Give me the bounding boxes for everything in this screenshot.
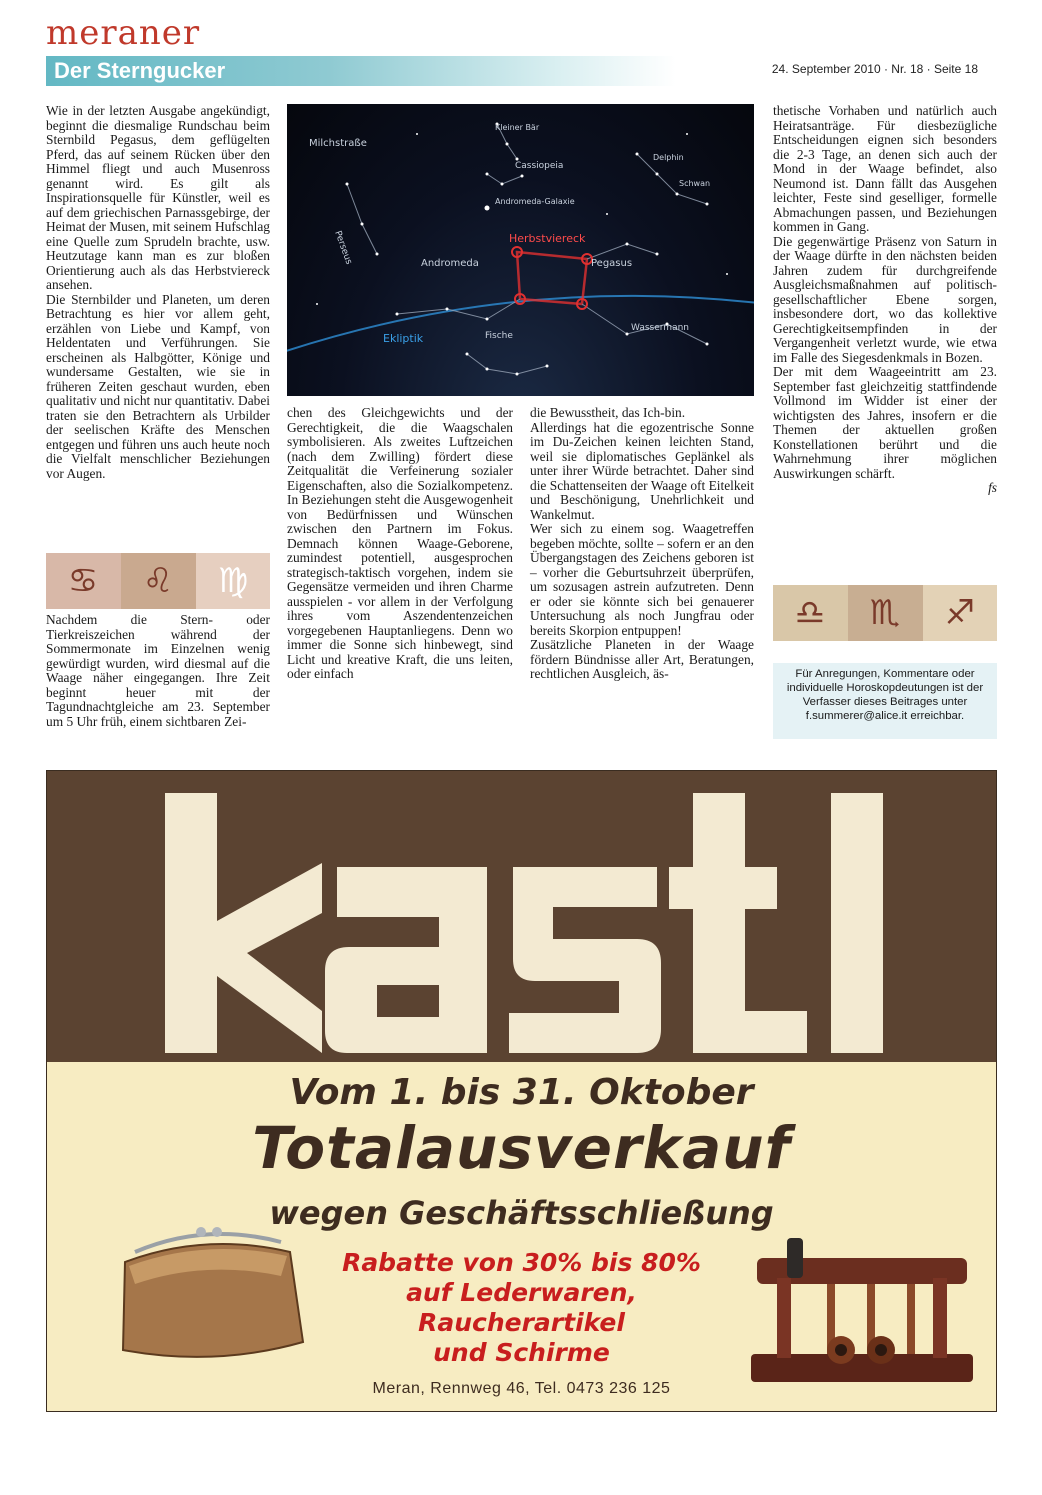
sky-label: Herbstviereck [509,232,586,245]
sagittarius-icon: ♐ [944,593,976,633]
paragraph: Die gegenwärtige Präsenz von Saturn in der Waage dürfte in den nächsten beiden Jahren zudem für durchgreifende Ausgleichsmaßnahmen auf politisch-gesellschaftlicher Ebene sorgen, insbesondere dort, wo das kollektive Gerechtigkeitsempfinden in der Vergangenheit verletzt wurde, wie etwa im Falle des Siegesdenkmals in Bozen. [773,233,997,365]
promo-line: und Schirme [433,1338,610,1367]
article-column-2 [287,406,513,682]
sky-label: Pegasus [591,258,633,269]
sky-label: Kleiner Bär [495,123,540,132]
star-map-image [287,104,754,396]
contact-text: Für Anregungen, Kommentare oder individuelle Horoskopdeutungen ist der Verfasser dieses Beitrages unter f.summerer@alice.it erreichbar. [786,668,984,722]
sky-label: Perseus [332,229,354,266]
promo-line: Rabatte von 30% bis 80% [342,1248,701,1277]
paragraph: Nachdem die Stern- oder Tierkreiszeichen während der Sommermonate im Einzelnen wenig gewürdigt wurden, wird diesmal auf die Waage näher eingegangen. Ihre Zeit beginnt heuer mit der Tagundnachtgleiche am 23. September um 5 Uhr früh, einem sichtbaren Zei- [46,612,270,729]
leo-icon: ♌ [142,561,174,601]
kastl-advertisement[interactable] [46,770,997,1412]
ad-offer-panel [47,1062,996,1411]
author-contact-box [773,663,997,739]
newspaper-logo: meraner [46,13,201,53]
brand-name: kastl [47,771,49,772]
paragraph: Wie in der letzten Ausgabe angekündigt, beginnt die diesmalige Rundschau beim Sternbild Pegasus, dem geflügelten Pferd, das auf seinem Rücken über den Himmel fliegt und auch Musenross genannt wird. Es gilt als Inspirationsquelle für Künstler, weil es auf dem griechischen Parnassgebirge, der Heimat der Musen, mit seinem Hufschlag eine Quelle zum Sprudeln brachte, usw. Heutzutage kann man es zur bloßen Orientierung auch als das Herbstviereck ansehen. [46,103,270,292]
scorpio-icon: ♏ [869,593,901,633]
ad-period: Vom 1. bis 31. Oktober [289,1072,754,1113]
virgo-icon: ♍ [217,561,249,601]
author-signature: fs [988,480,997,495]
article-column-1-continued [46,613,270,729]
paragraph: chen des Gleichgewichts und der Gerechtigkeit, die die Waagschalen symbolisieren. Als zweites Luftzeichen (nach dem Zwilling) fördert diese Zeitqualität die Verfeinerung sozialer Eigenschaften, also die Sozialkompetenz. In Beziehungen steht die Ausgewogenheit von Bedürfnissen und Wünschen zwischen den Partnern im Fokus. Demnach können Waage-Geborene, zumindest potentiell, ausgesprochen strategisch-taktisch vorgehen, indem sie Gegensätze vermeiden und ihren Charme ausspielen - vor allem in der Verfolgung ihres vom Aszendentenzeichen vorgegebenen Hauptanliegens. Denn wo immer die Sonne sich hinbewegt, sind Licht und kreative Kraft, die uns leiten, oder einfach [287,405,513,681]
paragraph: Allerdings hat die egozentrische Sonne im Du-Zeichen keinen leichten Stand, weil sie diplomatisches Geplänkel als unter ihrer Würde betrachtet. Daher sind die Schattenseiten der Waage oft Eitelkeit und Beschönigung, Unehrlichkeit und Wankelmut. [530,419,754,522]
promo-line: auf Lederwaren, [406,1278,637,1307]
kastl-logo [47,771,996,1062]
ad-headline: Totalausverkauf [252,1114,791,1182]
masthead [46,14,446,54]
paragraph: die Bewusstheit, das Ich-bin. [530,405,686,420]
promo-line: Raucherartikel [418,1308,625,1337]
paragraph: Der mit dem Waageeintritt am 23. September fast gleichzeitig stattfindende Vollmond im Widder ist einer der wichtigsten des Jahres, insofern er die Themen der aktuellen großen Konstellationen berührt und die Wahrnehmung ihrer möglichen Auswirkungen schärft. [773,364,997,481]
section-header-bar [46,56,676,86]
sky-label: Milchstraße [309,138,367,149]
paragraph: thetische Vorhaben und natürlich auch Heiratsanträge. Für diesbezügliche Entscheidungen eignen sich besonders die 2-3 Tage, an denen sich auch der Mond in der Waage befindet, also Neumond ist. Dann fällt das Ausgehen leichter, Feste sind geselliger, formelle Abmachungen passen, und Beziehungen kommen in Gang. [773,103,997,234]
article-column-4 [773,104,997,496]
article-column-3 [530,406,754,682]
dateline: 24. September 2010 · Nr. 18 · Seite 18 [771,62,978,76]
paragraph: Zusätzliche Planeten in der Waage fördern Bündnisse aller Art, Beratungen, rechtlichen Ausgleich, äs- [530,637,754,681]
ad-discount-text [277,1248,766,1368]
article-column-1 [46,104,270,481]
section-title: Der Sterngucker [54,58,226,83]
paragraph: Wer sich zu einem sog. Waagetreffen begeben möchte, sollte – sofern er an den Übergangstagen des Zeichens geboren ist – vorher die Geburtsuhrzeit überprüfen, um sozusagen astrein aufzutreten. Denn er oder sie könnte sich bei genauerer Untersuchung als noch Jungfrau oder bereits Skorpion entpuppen! [530,521,754,638]
zodiac-strip-1 [46,553,270,609]
pipe-rack-image [747,1238,977,1388]
store-address: Meran, Rennweg 46, Tel. 0473 236 125 [372,1380,671,1397]
sky-label: Delphin [653,153,684,162]
sky-label: Fische [485,331,513,341]
constellation-diagram [287,104,754,396]
ad-subheadline: wegen Geschäftsschließung [269,1194,774,1232]
sky-label: Schwan [679,179,711,188]
libra-icon: ♎ [794,593,826,633]
sky-label: Andromeda-Galaxie [495,197,575,206]
zodiac-strip-2 [773,585,997,641]
sky-label: Ekliptik [383,332,424,345]
paragraph: Die Sternbilder und Planeten, um deren Betrachtung es hier vor allem geht, erzählen von Liebe und Kampf, von Heldentaten und Verführungen. Sie erscheinen als Halbgötter, Könige und wundersame Gestalten, wie sie in früheren Zeiten geschaut wurden, eben qualitativ und nicht nur quantitativ. Dabei traten sie den Betrachtern als Urbilder der seelischen Kräfte des Menschen entgegen und führen uns auch heute noch die Vielfalt menschlicher Beziehungen vor Augen. [46,291,270,481]
sky-label: Andromeda [421,258,479,269]
cancer-icon: ♋ [67,561,99,601]
sky-label: Cassiopeia [515,161,564,171]
sky-label: Wassermann [631,323,689,333]
